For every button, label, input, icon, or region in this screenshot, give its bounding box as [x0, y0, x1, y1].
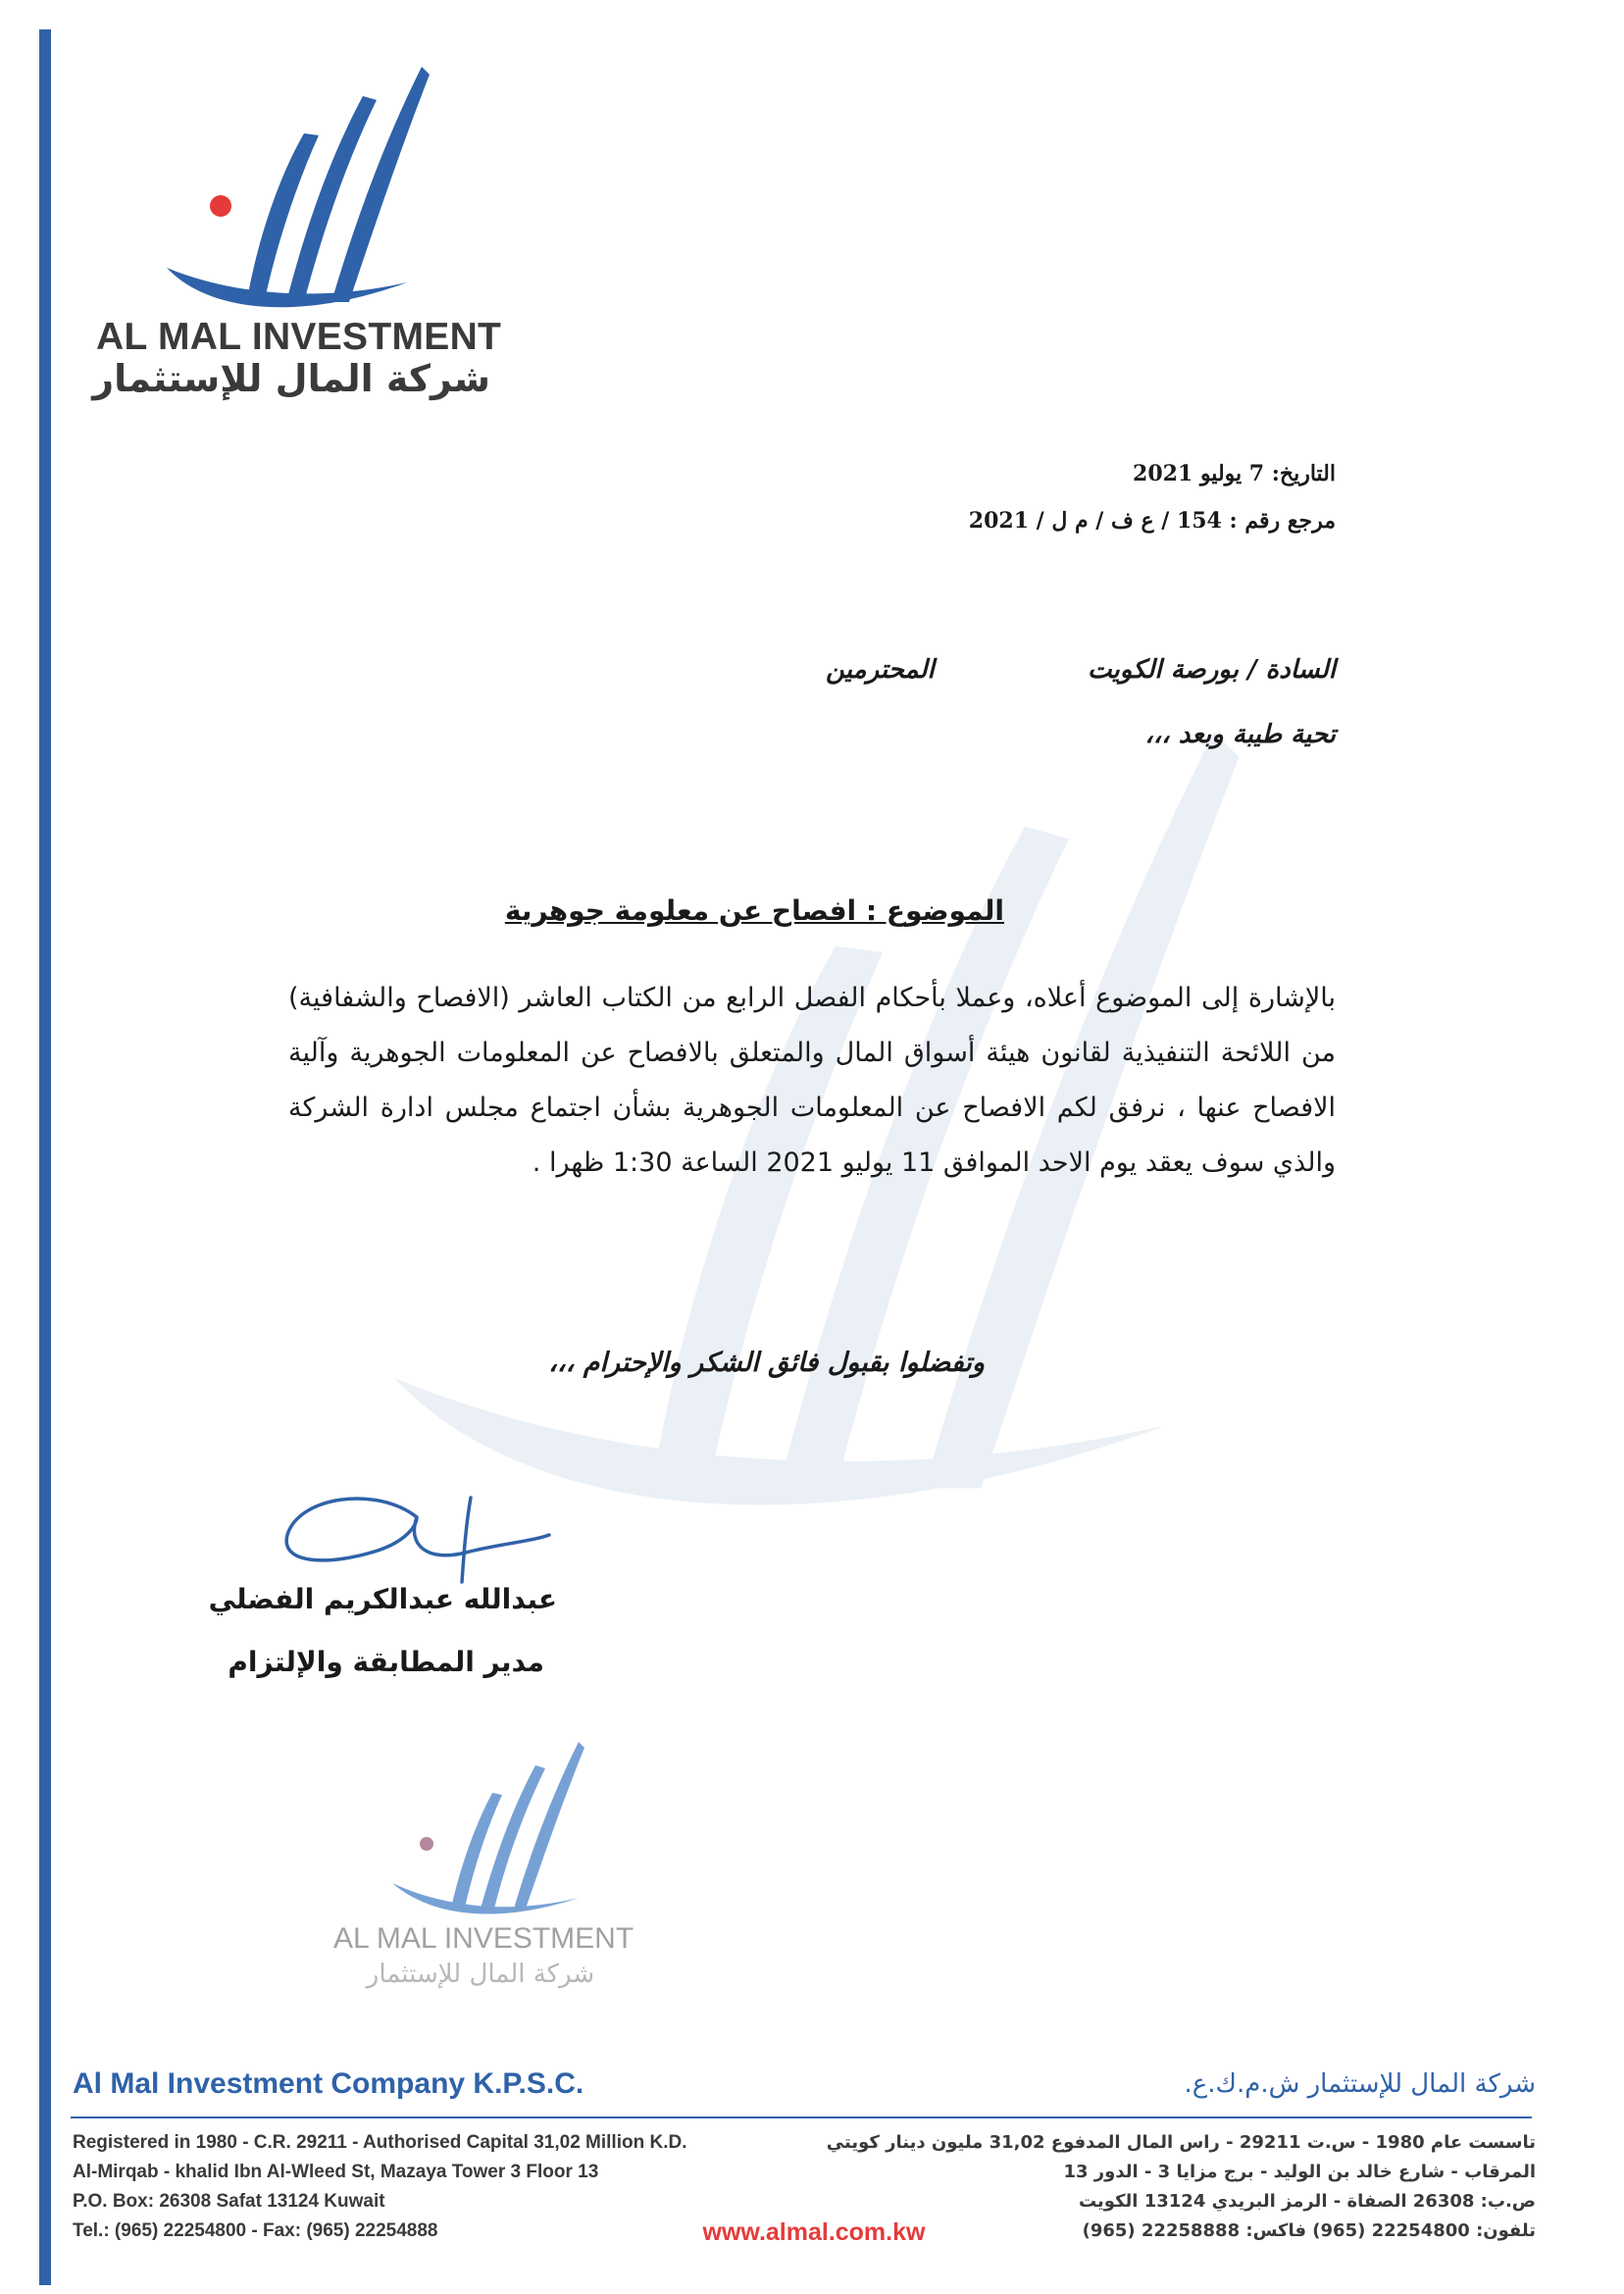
letter-body	[288, 971, 1336, 1191]
footer-line-ar: ص.ب: 26308 الصفاة - الرمز البريدي 13124 الكويت	[1078, 2191, 1536, 2212]
footer-line-en: P.O. Box: 26308 Safat 13124 Kuwait	[73, 2191, 385, 2212]
company-stamp-icon	[382, 1736, 608, 1932]
greeting: تحية طيبة وبعد ،،،	[1144, 720, 1336, 749]
body-line: بالإشارة إلى الموضوع أعلاه، وعملا بأحكام الفصل الرابع من الكتاب العاشر (الافصاح والشفافية)	[288, 983, 1336, 1013]
addressee-line	[826, 655, 1336, 685]
letter-subject: الموضوع : افصاح عن معلومة جوهرية	[504, 894, 1004, 927]
footer-line-en: Al-Mirqab - khalid Ibn Al-Wleed St, Mazaya Tower 3 Floor 13	[73, 2162, 599, 2182]
handwritten-signature	[270, 1476, 554, 1584]
footer-line-ar: المرقاب - شارع خالد بن الوليد - برج مزايا 3 - الدور 13	[1063, 2162, 1536, 2182]
signatory-title: مدير المطابقة والإلتزام	[228, 1646, 544, 1678]
letter-date: التاريخ: 7 يوليو 2021	[1133, 461, 1336, 486]
addressee-name: السادة / بورصة الكويت	[1087, 655, 1336, 685]
footer-company-name-ar: شركة المال للإستثمار ش.م.ك.ع.	[1184, 2069, 1536, 2099]
signatory-name: عبدالله عبدالكريم الفضلي	[208, 1583, 557, 1615]
body-line: من اللائحة التنفيذية لقانون هيئة أسواق المال والمتعلق بالافصاح عن المعلومات الجوهرية وآلية	[288, 1038, 1336, 1068]
letterhead-company-name-ar: شركة المال للإستثمار	[92, 357, 490, 400]
footer-details-en	[73, 2128, 686, 2246]
letterhead-company-name-en: AL MAL INVESTMENT	[96, 316, 502, 358]
footer-company-name-en: Al Mal Investment Company K.P.S.C.	[73, 2067, 584, 2100]
footer-line-ar: تلفون: 22254800 (965) فاكس: 22258888 (965)	[1082, 2220, 1536, 2241]
body-line: والذي سوف يعقد يوم الاحد الموافق 11 يوليو 2021 الساعة 1:30 ظهرا .	[532, 1147, 1336, 1178]
footer-line-en: Tel.: (965) 22254800 - Fax: (965) 22254888	[73, 2220, 438, 2241]
al-mal-logo-icon	[157, 67, 431, 331]
letter-closing: وتفضلوا بقبول فائق الشكر والإحترام ،،،	[548, 1348, 985, 1378]
footer-line-en: Registered in 1980 - C.R. 29211 - Authorised Capital 31,02 Million K.D.	[73, 2132, 687, 2153]
addressee-respect: المحترمين	[826, 655, 935, 685]
stamp-company-name-ar: شركة المال للإستثمار	[366, 1960, 595, 1989]
left-margin-bar	[39, 29, 51, 2285]
body-line: الافصاح عنها ، نرفق لكم الافصاح عن المعلومات الجوهرية بشأن اجتماع مجلس ادارة الشركة	[288, 1093, 1336, 1123]
stamp-company-name-en: AL MAL INVESTMENT	[333, 1922, 634, 1955]
footer-website-link[interactable]: www.almal.com.kw	[702, 2218, 926, 2246]
footer-divider	[71, 2116, 1532, 2118]
footer-line-ar: تاسست عام 1980 - س.ت 29211 - راس المال المدفوع 31,02 مليون دينار كويتي	[826, 2132, 1536, 2153]
letter-reference: مرجع رقم : 154 / ع ف / م ل / 2021	[968, 508, 1336, 534]
